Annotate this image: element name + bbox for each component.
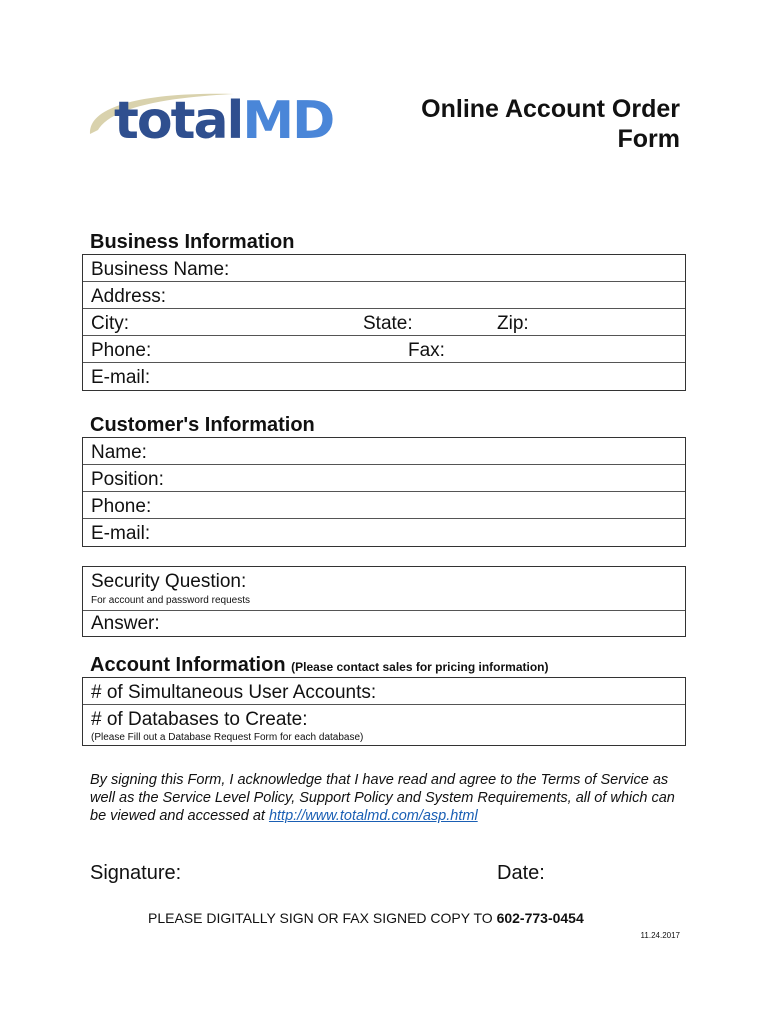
- logo-wordmark: totalMD: [114, 91, 334, 151]
- customer-section-title: Customer's Information: [90, 414, 315, 436]
- customer-name-row[interactable]: [83, 438, 685, 465]
- customer-email-row[interactable]: [83, 519, 685, 546]
- customer-name-label: Name:: [91, 442, 147, 463]
- fax-instruction: [148, 910, 584, 926]
- business-email-row[interactable]: [83, 363, 685, 390]
- user-accounts-label: # of Simultaneous User Accounts:: [91, 682, 377, 703]
- page-title-line1: Online Account Order: [421, 95, 680, 123]
- security-answer-label: Answer:: [91, 613, 160, 634]
- fax-instruction-text: PLEASE DIGITALLY SIGN OR FAX SIGNED COPY TO: [148, 910, 497, 926]
- security-question-row[interactable]: [83, 567, 685, 611]
- account-info-table: [82, 677, 686, 746]
- databases-label: # of Databases to Create:: [91, 709, 308, 730]
- phone-fax-row[interactable]: [83, 336, 685, 363]
- business-email-label: E-mail:: [91, 367, 151, 388]
- address-label: Address:: [91, 286, 166, 307]
- account-section-title: [90, 654, 549, 677]
- business-name-row[interactable]: [83, 255, 685, 282]
- city-label: City:: [91, 313, 129, 334]
- user-accounts-row[interactable]: [83, 678, 685, 705]
- terms-text: By signing this Form, I acknowledge that I have read and agree to the Terms of Service as well as the Service Level Policy, Support Policy and System Requirements, all of which can be viewed and accessed at: [90, 772, 675, 824]
- databases-row[interactable]: [83, 705, 685, 745]
- business-name-label: Business Name:: [91, 259, 230, 280]
- terms-link[interactable]: http://www.totalmd.com/asp.html: [268, 808, 478, 824]
- customer-email-label: E-mail:: [91, 523, 151, 544]
- fax-label: Fax:: [408, 340, 445, 361]
- terms-acknowledgement: [90, 771, 690, 825]
- form-version-date: 11.24.2017: [640, 931, 680, 940]
- security-answer-row[interactable]: [83, 611, 685, 636]
- customer-position-row[interactable]: [83, 465, 685, 492]
- state-label: State:: [363, 313, 413, 334]
- business-phone-label: Phone:: [91, 340, 152, 361]
- signature-label: Signature:: [90, 862, 182, 884]
- city-state-zip-row[interactable]: [83, 309, 685, 336]
- customer-info-table: [82, 437, 686, 547]
- account-pricing-note: (Please contact sales for pricing information): [291, 660, 549, 674]
- date-label: Date:: [497, 862, 545, 884]
- page-title-line2: Form: [617, 125, 680, 153]
- customer-position-label: Position:: [91, 469, 164, 490]
- address-row[interactable]: [83, 282, 685, 309]
- account-title-text: Account Information: [90, 654, 286, 676]
- customer-phone-row[interactable]: [83, 492, 685, 519]
- databases-note: (Please Fill out a Database Request Form for each database): [91, 732, 364, 743]
- totalmd-logo: [84, 88, 334, 160]
- business-section-title: Business Information: [90, 231, 295, 253]
- security-table: [82, 566, 686, 637]
- fax-number: 602-773-0454: [496, 910, 584, 926]
- zip-label: Zip:: [497, 313, 529, 334]
- customer-phone-label: Phone:: [91, 496, 152, 517]
- security-question-label: Security Question:: [91, 571, 247, 592]
- page-title: [380, 94, 680, 154]
- business-info-table: [82, 254, 686, 391]
- security-question-note: For account and password requests: [91, 595, 250, 606]
